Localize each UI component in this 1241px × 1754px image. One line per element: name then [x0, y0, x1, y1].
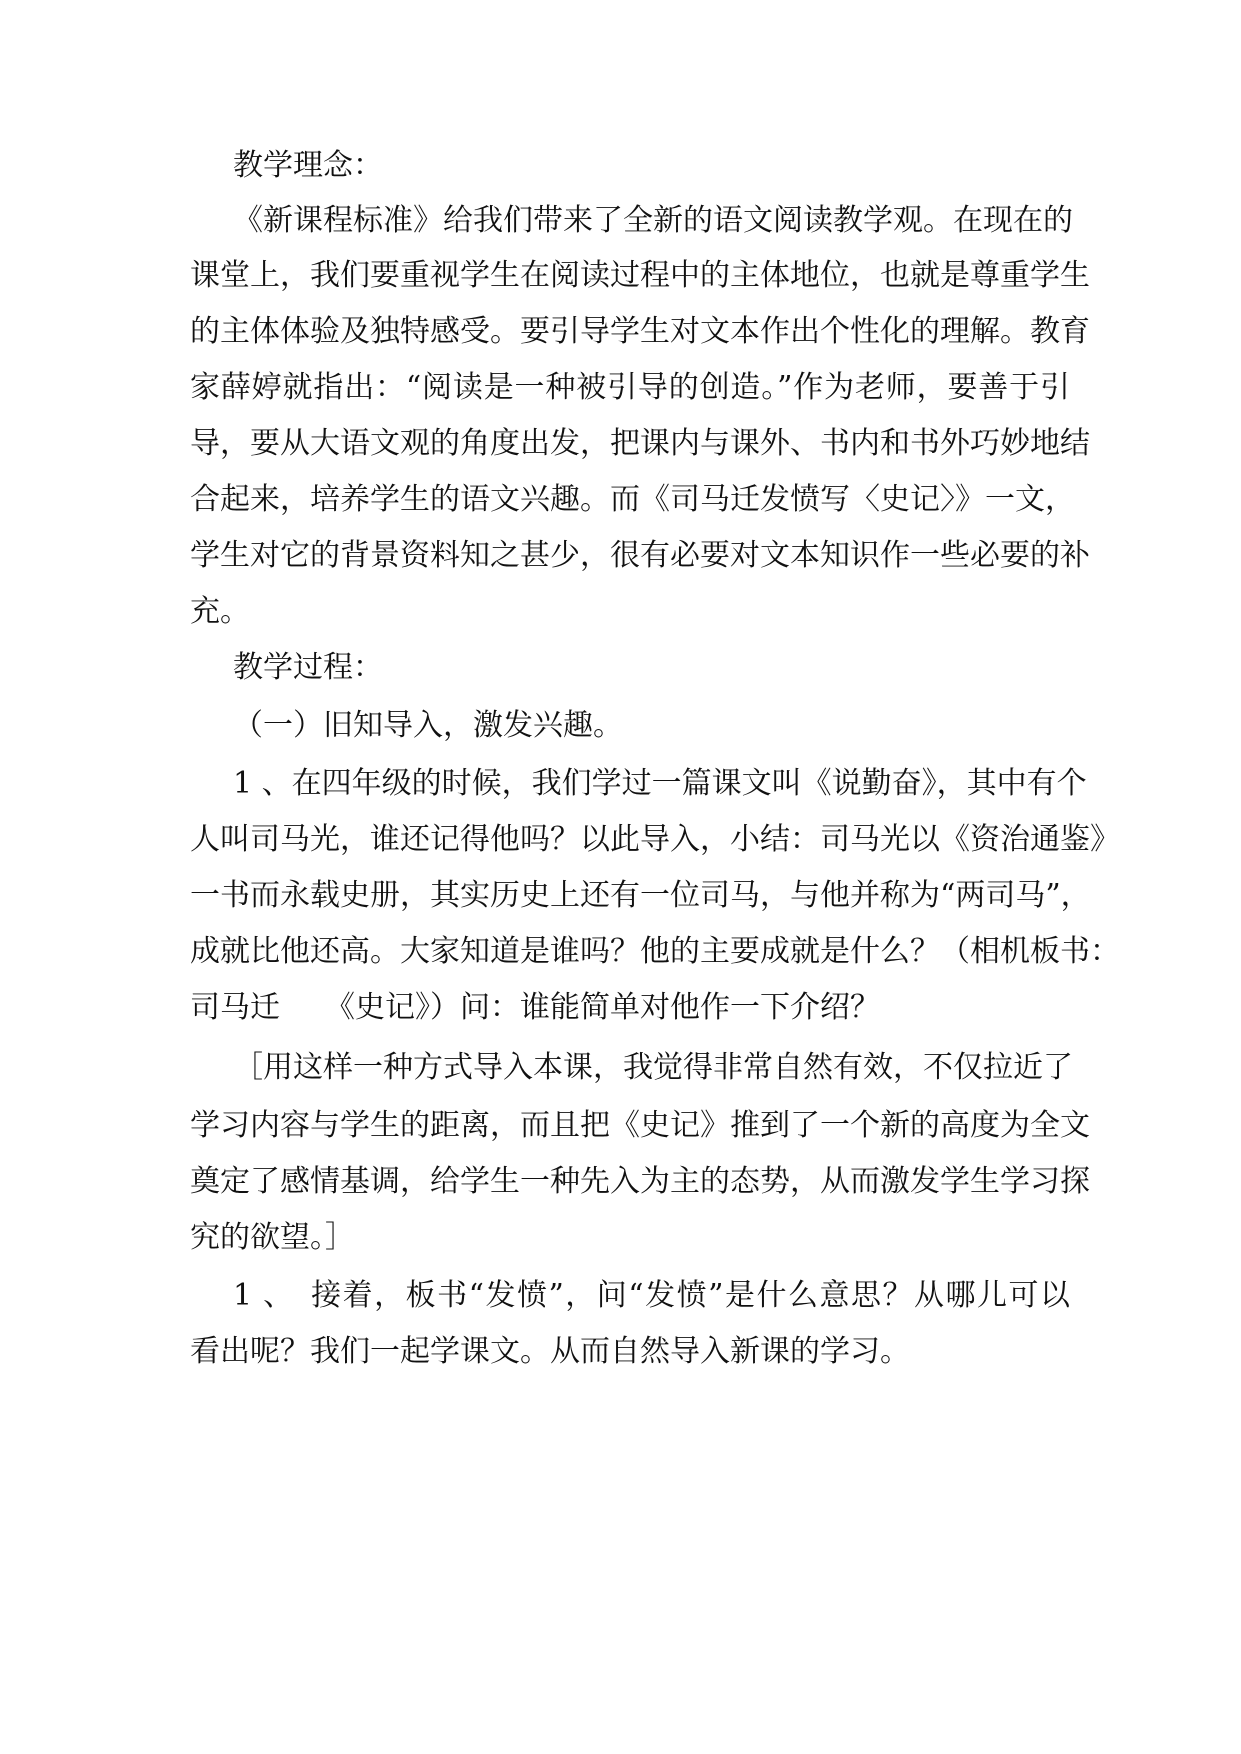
reflection-line: 学习内容与学生的距离，而且把《史记》推到了一个新的高度为全文	[190, 1108, 1090, 1143]
reflection-line: 究的欲望。］	[190, 1220, 355, 1255]
item-one-line: 1 、在四年级的时候，我们学过一篇课文叫《说勤奋》，其中有个	[233, 766, 1087, 801]
heading-teaching-process: 教学过程：	[233, 650, 383, 685]
section-one-heading: （一）旧知导入，激发兴趣。	[233, 708, 623, 743]
item-one-line: 成就比他还高。大家知道是谁吗？他的主要成就是什么？（相机板书：	[190, 934, 1120, 969]
item-one-line: 人叫司马光，谁还记得他吗？以此导入，小结：司马光以《资治通鉴》	[190, 822, 1120, 857]
item-two-line: 看出呢？我们一起学课文。从而自然导入新课的学习。	[190, 1334, 910, 1369]
concept-paragraph-line: 合起来，培养学生的语文兴趣。而《司马迁发愤写〈史记〉》一文，	[190, 482, 1075, 517]
concept-paragraph-line: 学生对它的背景资料知之甚少，很有必要对文本知识作一些必要的补	[190, 538, 1090, 573]
item-one-line: 司马迁 《史记》）问：谁能简单对他作一下介绍？	[190, 990, 880, 1025]
concept-paragraph-line: 导，要从大语文观的角度出发，把课内与课外、书内和书外巧妙地结	[190, 426, 1090, 461]
reflection-line: ［用这样一种方式导入本课，我觉得非常自然有效，不仅拉近了	[233, 1050, 1073, 1085]
concept-paragraph-line: 充。	[190, 594, 250, 629]
reflection-line: 奠定了感情基调，给学生一种先入为主的态势，从而激发学生学习探	[190, 1164, 1090, 1199]
concept-paragraph-line: 家薛婷就指出：“阅读是一种被引导的创造。”作为老师，要善于引	[190, 370, 1070, 405]
item-two-line: 1 、 接着，板书“发愤”，问“发愤”是什么意思？从哪儿可以	[233, 1278, 1070, 1313]
concept-paragraph-line: 《新课程标准》给我们带来了全新的语文阅读教学观。在现在的	[233, 203, 1073, 238]
concept-paragraph-line: 的主体体验及独特感受。要引导学生对文本作出个性化的理解。教育	[190, 314, 1090, 349]
heading-teaching-concept: 教学理念：	[233, 148, 383, 183]
item-one-line: 一书而永载史册，其实历史上还有一位司马，与他并称为“两司马”，	[190, 878, 1091, 913]
concept-paragraph-line: 课堂上，我们要重视学生在阅读过程中的主体地位，也就是尊重学生	[190, 258, 1090, 293]
